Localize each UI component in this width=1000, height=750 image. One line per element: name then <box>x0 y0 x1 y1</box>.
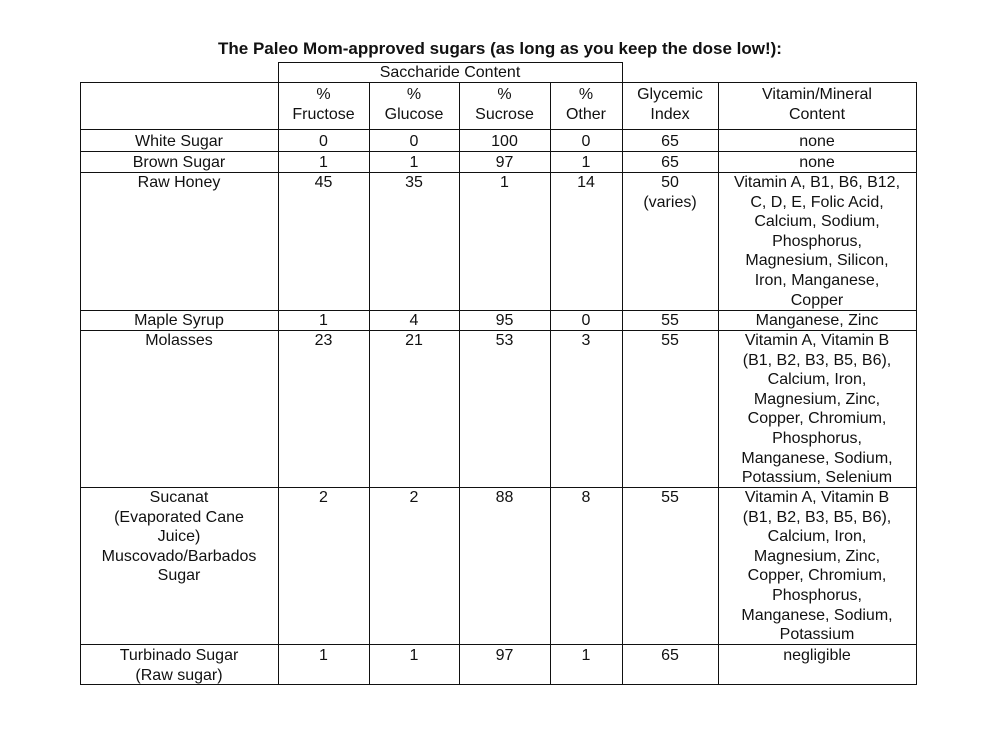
row-sucrose: 95 <box>495 312 514 329</box>
row-other: 14 <box>577 174 595 191</box>
row-glucose: 0 <box>409 133 419 150</box>
table-rule <box>80 129 916 130</box>
row-other: 0 <box>581 133 591 150</box>
header-glucose: % Glucose <box>384 86 444 123</box>
header-vitamin-mineral: Vitamin/Mineral Content <box>762 86 872 123</box>
row-other: 1 <box>581 647 591 664</box>
row-sugar-name: Brown Sugar <box>132 154 226 171</box>
row-fructose: 45 <box>314 174 333 191</box>
row-glucose: 35 <box>405 174 423 191</box>
row-vitamin-mineral: Vitamin A, Vitamin B (B1, B2, B3, B5, B6), Calcium, Iron, Magnesium, Zinc, Copper, Chromium, Phosphorus, Manganese, Sodium, Potassium <box>741 489 893 644</box>
row-fructose: 23 <box>314 332 333 349</box>
row-fructose: 1 <box>319 154 328 171</box>
row-vitamin-mineral: Vitamin A, Vitamin B (B1, B2, B3, B5, B6), Calcium, Iron, Magnesium, Zinc, Copper, Chromium, Phosphorus, Manganese, Sodium, Potassium, Selenium <box>741 332 893 487</box>
row-glycemic-index: 65 <box>661 154 679 171</box>
row-other: 8 <box>581 489 591 506</box>
row-fructose: 2 <box>319 489 328 506</box>
row-vitamin-mineral: none <box>799 133 835 150</box>
row-glucose: 1 <box>409 647 419 664</box>
row-sucrose: 1 <box>500 174 509 191</box>
table-rule <box>916 82 917 685</box>
row-sugar-name: Maple Syrup <box>134 312 224 329</box>
page-title: The Paleo Mom-approved sugars (as long as you keep the dose low!): <box>218 39 782 58</box>
row-other: 0 <box>581 312 591 329</box>
row-glucose: 2 <box>409 489 419 506</box>
row-glycemic-index: 50 (varies) <box>643 174 697 211</box>
row-sucrose: 88 <box>495 489 514 506</box>
row-other: 3 <box>581 332 591 349</box>
row-vitamin-mineral: none <box>799 154 835 171</box>
row-sugar-name: Raw Honey <box>137 174 221 191</box>
header-glycemic-index: Glycemic Index <box>637 86 703 123</box>
sugar-table <box>80 62 916 685</box>
header-fructose: % Fructose <box>292 86 355 123</box>
header-sucrose: % Sucrose <box>475 86 534 123</box>
row-sugar-name: Molasses <box>145 332 213 349</box>
row-vitamin-mineral: Manganese, Zinc <box>755 312 879 329</box>
row-vitamin-mineral: Vitamin A, B1, B6, B12, C, D, E, Folic Acid, Calcium, Sodium, Phosphorus, Magnesium, Silicon, Iron, Manganese, Copper <box>733 174 901 309</box>
table-rule <box>622 82 916 83</box>
table-rule <box>80 82 278 83</box>
row-sugar-name: Sucanat (Evaporated Cane Juice) Muscovado/Barbados Sugar <box>101 489 257 585</box>
row-sucrose: 53 <box>495 332 514 349</box>
row-fructose: 1 <box>319 312 328 329</box>
row-sucrose: 97 <box>495 647 514 664</box>
row-sugar-name: White Sugar <box>134 133 224 150</box>
row-glycemic-index: 65 <box>661 133 679 150</box>
row-sucrose: 97 <box>495 154 514 171</box>
row-glycemic-index: 55 <box>661 332 679 349</box>
row-glycemic-index: 65 <box>661 647 679 664</box>
row-vitamin-mineral: negligible <box>783 647 851 664</box>
row-sugar-name: Turbinado Sugar (Raw sugar) <box>119 647 239 684</box>
row-glucose: 21 <box>405 332 423 349</box>
row-fructose: 0 <box>319 133 328 150</box>
row-glucose: 4 <box>409 312 419 329</box>
row-glucose: 1 <box>409 154 419 171</box>
row-fructose: 1 <box>319 647 328 664</box>
row-other: 1 <box>581 154 591 171</box>
row-sucrose: 100 <box>491 133 518 150</box>
header-other: % Other <box>565 86 606 123</box>
row-glycemic-index: 55 <box>661 312 679 329</box>
saccharide-group-header: Saccharide Content <box>379 64 521 81</box>
row-glycemic-index: 55 <box>661 489 679 506</box>
